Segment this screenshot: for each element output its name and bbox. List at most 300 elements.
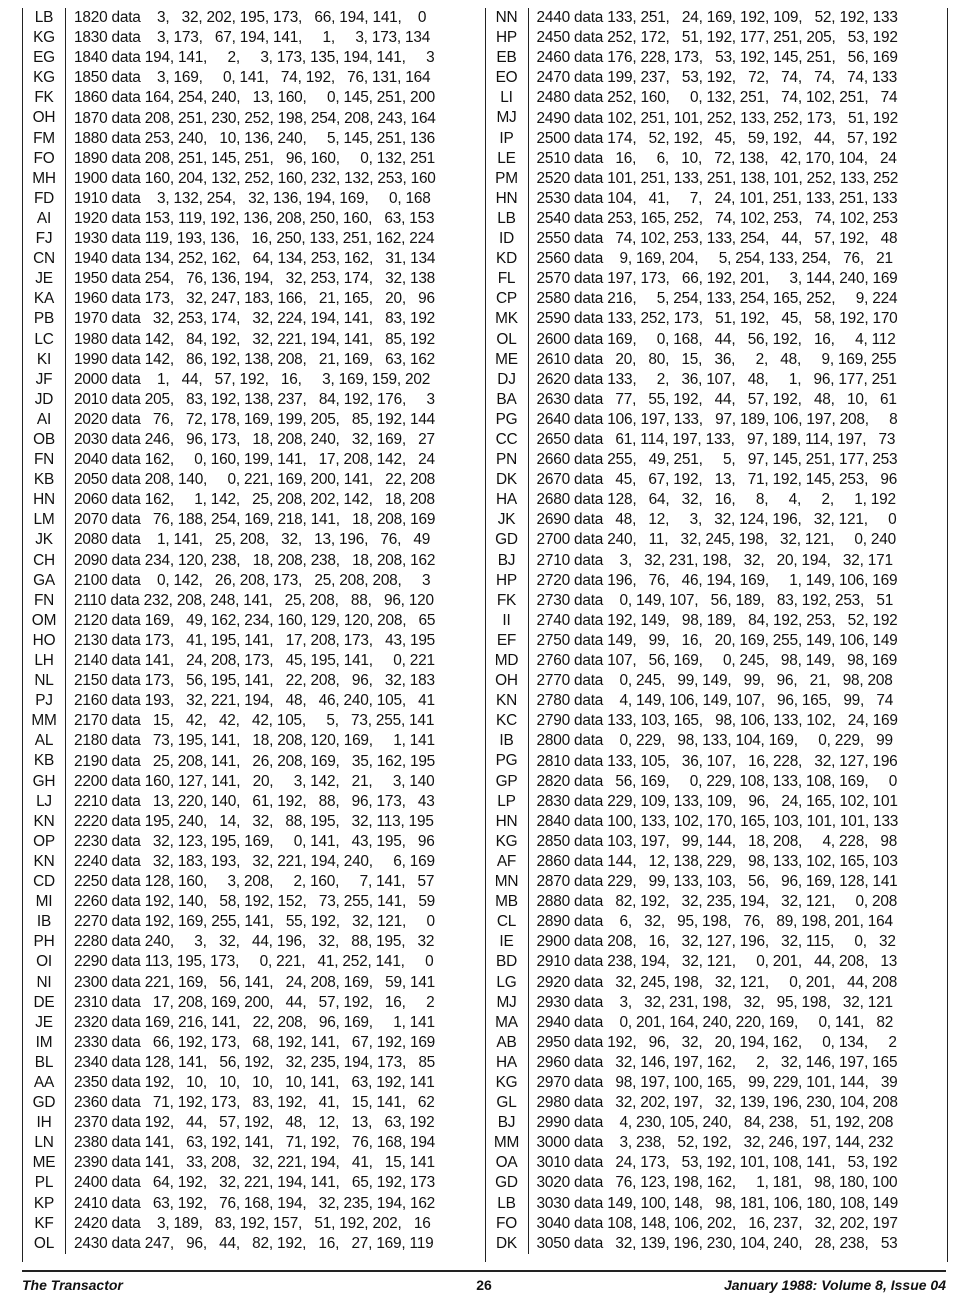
data-statement: 1900 data 160, 204, 132, 252, 160, 232, 132, 253, 160 — [74, 169, 436, 187]
listing-line — [23, 852, 485, 872]
listing-line — [23, 370, 485, 390]
listing-line — [486, 611, 948, 631]
listing-line — [486, 993, 948, 1013]
checksum-code: ME — [23, 1153, 66, 1173]
listing-line — [486, 8, 948, 28]
listing-line — [23, 68, 485, 88]
checksum-code: LH — [23, 651, 66, 671]
data-statement: 2940 data 0, 201, 164, 240, 220, 169, 0, 141, 82 — [536, 1013, 894, 1031]
checksum-code: LN — [23, 1133, 66, 1153]
data-statement: 2350 data 192, 10, 10, 10, 10, 141, 63, 192, 141 — [74, 1074, 435, 1092]
data-statement: 2300 data 221, 169, 56, 141, 24, 208, 169, 59, 141 — [74, 973, 436, 991]
listing-line — [486, 1013, 948, 1033]
data-statement: 2670 data 45, 67, 192, 13, 71, 192, 145, 253, 96 — [536, 471, 898, 489]
checksum-code: NI — [23, 973, 66, 993]
checksum-code: IH — [23, 1113, 66, 1133]
checksum-code: LB — [486, 209, 529, 229]
listing-line — [486, 1093, 948, 1113]
listing-line — [23, 571, 485, 591]
checksum-code: MM — [486, 1133, 529, 1153]
data-statement: 1830 data 3, 173, 67, 194, 141, 1, 3, 173, 134 — [74, 29, 431, 47]
checksum-code: LJ — [23, 792, 66, 812]
checksum-code: EB — [486, 48, 529, 68]
listing-line — [23, 350, 485, 370]
listing-line — [23, 1133, 485, 1153]
listing-line — [486, 370, 948, 390]
checksum-code: FL — [486, 269, 529, 289]
listing-line — [486, 952, 948, 972]
data-statement: 1850 data 3, 169, 0, 141, 74, 192, 76, 131, 164 — [74, 69, 431, 87]
listing-line — [23, 892, 485, 912]
data-statement: 2050 data 208, 140, 0, 221, 169, 200, 141, 22, 208 — [74, 471, 436, 489]
data-statement: 2380 data 141, 63, 192, 141, 71, 192, 76, 168, 194 — [74, 1134, 436, 1152]
listing-line — [486, 691, 948, 711]
listing-line — [486, 631, 948, 651]
listing-line — [23, 792, 485, 812]
listing-line — [23, 450, 485, 470]
listing-line — [23, 169, 485, 189]
listing-line — [486, 229, 948, 249]
checksum-code: HN — [486, 189, 529, 209]
listing-line — [486, 169, 948, 189]
data-statement: 2540 data 253, 165, 252, 74, 102, 253, 74, 102, 253 — [536, 209, 898, 227]
checksum-code: EF — [486, 631, 529, 651]
data-statement: 1910 data 3, 132, 254, 32, 136, 194, 169, 0, 168 — [74, 189, 431, 207]
checksum-code: II — [486, 611, 529, 631]
data-statement: 2240 data 32, 183, 193, 32, 221, 194, 240, 6, 169 — [74, 852, 435, 870]
data-statement: 1860 data 164, 254, 240, 13, 160, 0, 145, 251, 200 — [74, 89, 436, 107]
checksum-code: GD — [486, 530, 529, 550]
listing-line — [23, 711, 485, 731]
checksum-code: JE — [23, 269, 66, 289]
listing-column-left — [23, 8, 485, 1262]
checksum-code: PJ — [23, 691, 66, 711]
checksum-code: DK — [486, 470, 529, 490]
data-statement: 2450 data 252, 172, 51, 192, 177, 251, 205, 53, 192 — [536, 29, 898, 47]
listing-line — [486, 852, 948, 872]
listing-line — [486, 108, 948, 128]
checksum-code: LB — [486, 1194, 529, 1214]
listing-line — [23, 631, 485, 651]
data-statement: 2440 data 133, 251, 24, 169, 192, 109, 52, 192, 133 — [536, 9, 898, 27]
listing-line — [23, 289, 485, 309]
data-statement: 2280 data 240, 3, 32, 44, 196, 32, 88, 195, 32 — [74, 933, 435, 951]
checksum-code: JE — [23, 1013, 66, 1033]
checksum-code: CN — [23, 249, 66, 269]
listing-line — [23, 1153, 485, 1173]
listing-line — [486, 751, 948, 771]
listing-line — [486, 551, 948, 571]
listing-line — [486, 1033, 948, 1053]
data-statement: 2230 data 32, 123, 195, 169, 0, 141, 43, 195, 96 — [74, 832, 435, 850]
listing-line — [486, 490, 948, 510]
data-statement: 2310 data 17, 208, 169, 200, 44, 57, 192, 16, 2 — [74, 993, 435, 1011]
data-statement: 2770 data 0, 245, 99, 149, 99, 96, 21, 98, 208 — [536, 672, 893, 690]
data-statement: 2510 data 16, 6, 10, 72, 138, 42, 170, 104, 24 — [536, 149, 897, 167]
checksum-code: KI — [23, 350, 66, 370]
listing-line — [486, 1214, 948, 1234]
data-statement: 2820 data 56, 169, 0, 229, 108, 133, 108, 169, 0 — [536, 772, 898, 790]
data-statement: 2740 data 192, 149, 98, 189, 84, 192, 253, 52, 192 — [536, 611, 898, 629]
listing-line — [486, 450, 948, 470]
listing-line — [486, 129, 948, 149]
data-statement: 2910 data 238, 194, 32, 121, 0, 201, 44, 208, 13 — [536, 953, 898, 971]
data-statement: 1920 data 153, 119, 192, 136, 208, 250, 160, 63, 153 — [74, 209, 435, 227]
checksum-code: BA — [486, 390, 529, 410]
checksum-code: GH — [23, 772, 66, 792]
data-statement: 2700 data 240, 11, 32, 245, 198, 32, 121, 0, 240 — [536, 531, 896, 549]
checksum-code: MJ — [486, 108, 529, 128]
data-statement: 2020 data 76, 72, 178, 169, 199, 205, 85, 192, 144 — [74, 410, 436, 428]
data-statement: 2890 data 6, 32, 95, 198, 76, 89, 198, 201, 164 — [536, 913, 893, 931]
listing-line — [23, 993, 485, 1013]
data-statement: 2680 data 128, 64, 32, 16, 8, 4, 2, 1, 192 — [536, 491, 896, 509]
listing-line — [486, 872, 948, 892]
data-statement: 2800 data 0, 229, 98, 133, 104, 169, 0, 229, 99 — [536, 732, 893, 750]
checksum-code: IM — [23, 1033, 66, 1053]
checksum-code: PB — [23, 309, 66, 329]
checksum-code: KD — [486, 249, 529, 269]
checksum-code: FO — [23, 149, 66, 169]
listing-line — [486, 651, 948, 671]
checksum-code: MK — [486, 309, 529, 329]
data-statement: 2930 data 3, 32, 231, 198, 32, 95, 198, 32, 121 — [536, 993, 893, 1011]
checksum-code: KG — [486, 1073, 529, 1093]
listing-line — [486, 249, 948, 269]
listing-line — [23, 1033, 485, 1053]
listing-line — [486, 772, 948, 792]
listing-line — [23, 551, 485, 571]
checksum-code: PG — [486, 410, 529, 430]
listing-line — [486, 671, 948, 691]
checksum-code: MI — [23, 892, 66, 912]
data-statement: 2570 data 197, 173, 66, 192, 201, 3, 144, 240, 169 — [536, 270, 898, 288]
data-statement: 2960 data 32, 146, 197, 162, 2, 32, 146, 197, 165 — [536, 1053, 898, 1071]
listing-line — [23, 390, 485, 410]
data-statement: 2580 data 216, 5, 254, 133, 254, 165, 252, 9, 224 — [536, 290, 898, 308]
checksum-code: IE — [486, 932, 529, 952]
listing-line — [23, 149, 485, 169]
checksum-code: PH — [23, 932, 66, 952]
data-statement: 2810 data 133, 105, 36, 107, 16, 228, 32, 127, 196 — [536, 752, 898, 770]
checksum-code: IB — [23, 912, 66, 932]
checksum-code: MN — [486, 872, 529, 892]
checksum-code: GD — [23, 1093, 66, 1113]
listing-column-right — [485, 8, 948, 1262]
listing-line — [486, 470, 948, 490]
listing-line — [23, 530, 485, 550]
data-statement: 2650 data 61, 114, 197, 133, 97, 189, 114, 197, 73 — [536, 431, 896, 449]
checksum-code: NN — [486, 8, 529, 28]
checksum-code: LG — [486, 973, 529, 993]
checksum-code: HO — [23, 631, 66, 651]
checksum-code: OL — [23, 1234, 66, 1254]
data-statement: 2140 data 141, 24, 208, 173, 45, 195, 141, 0, 221 — [74, 652, 435, 670]
data-statement: 2990 data 4, 230, 105, 240, 84, 238, 51, 192, 208 — [536, 1114, 894, 1132]
listing-line — [23, 108, 485, 128]
listing-line — [486, 309, 948, 329]
checksum-code: ME — [486, 350, 529, 370]
listing-line — [23, 249, 485, 269]
data-statement: 2060 data 162, 1, 142, 25, 208, 202, 142, 18, 208 — [74, 491, 435, 509]
listing-line — [23, 872, 485, 892]
data-statement: 2600 data 169, 0, 168, 44, 56, 192, 16, 4, 112 — [536, 330, 896, 348]
data-statement: 2630 data 77, 55, 192, 44, 57, 192, 48, 10, 61 — [536, 390, 897, 408]
checksum-code: KN — [23, 812, 66, 832]
data-statement: 2130 data 173, 41, 195, 141, 17, 208, 173, 43, 195 — [74, 631, 436, 649]
data-statement: 2000 data 1, 44, 57, 192, 16, 3, 169, 159, 202 — [74, 370, 431, 388]
data-statement: 2690 data 48, 12, 3, 32, 124, 196, 32, 121, 0 — [536, 511, 897, 529]
data-statement: 1990 data 142, 86, 192, 138, 208, 21, 169, 63, 162 — [74, 350, 436, 368]
data-statement: 2470 data 199, 237, 53, 192, 72, 74, 74, 74, 133 — [536, 69, 898, 87]
data-statement: 2200 data 160, 127, 141, 20, 3, 142, 21, 3, 140 — [74, 772, 435, 790]
data-statement: 2420 data 3, 189, 83, 192, 157, 51, 192, 202, 16 — [74, 1214, 431, 1232]
checksum-code: HP — [486, 571, 529, 591]
listing-line — [23, 591, 485, 611]
data-statement: 2220 data 195, 240, 14, 32, 88, 195, 32, 113, 195 — [74, 812, 434, 830]
listing-line — [23, 1093, 485, 1113]
data-statement: 1930 data 119, 193, 136, 16, 250, 133, 251, 162, 224 — [74, 230, 435, 248]
data-statement: 2370 data 192, 44, 57, 192, 48, 12, 13, 63, 192 — [74, 1114, 435, 1132]
data-statement: 2430 data 247, 96, 44, 82, 192, 16, 27, 169, 119 — [74, 1234, 434, 1252]
data-statement: 2070 data 76, 188, 254, 169, 218, 141, 18, 208, 169 — [74, 511, 436, 529]
data-statement: 2790 data 133, 103, 165, 98, 106, 133, 102, 24, 169 — [536, 712, 898, 730]
data-statement: 3040 data 108, 148, 106, 202, 16, 237, 32, 202, 197 — [536, 1214, 898, 1232]
data-statement: 1820 data 3, 32, 202, 195, 173, 66, 194, 141, 0 — [74, 9, 427, 27]
checksum-code: HA — [486, 490, 529, 510]
data-statement: 2830 data 229, 109, 133, 109, 96, 24, 165, 102, 101 — [536, 792, 898, 810]
listing-line — [23, 189, 485, 209]
data-statement: 2160 data 193, 32, 221, 194, 48, 46, 240, 105, 41 — [74, 692, 435, 710]
data-statement: 2400 data 64, 192, 32, 221, 194, 141, 65, 192, 173 — [74, 1174, 436, 1192]
data-statement: 2970 data 98, 197, 100, 165, 99, 229, 101, 144, 39 — [536, 1074, 898, 1092]
listing-line — [486, 571, 948, 591]
listing-line — [23, 309, 485, 329]
data-statement: 2390 data 141, 33, 208, 32, 221, 194, 41, 15, 141 — [74, 1154, 435, 1172]
data-statement: 2150 data 173, 56, 195, 141, 22, 208, 96, 32, 183 — [74, 672, 435, 690]
listing-line — [486, 88, 948, 108]
listing-line — [23, 490, 485, 510]
listing-line — [486, 350, 948, 370]
checksum-code: CL — [486, 912, 529, 932]
checksum-code: GD — [486, 1173, 529, 1193]
listing-line — [486, 530, 948, 550]
data-statement: 2120 data 169, 49, 162, 234, 160, 129, 120, 208, 65 — [74, 611, 436, 629]
checksum-code: OH — [23, 108, 66, 128]
checksum-code: LI — [486, 88, 529, 108]
listing-line — [486, 209, 948, 229]
data-statement: 2880 data 82, 192, 32, 235, 194, 32, 121, 0, 208 — [536, 893, 898, 911]
checksum-code: AF — [486, 852, 529, 872]
listing-line — [486, 812, 948, 832]
data-statement: 2360 data 71, 192, 173, 83, 192, 41, 15, 141, 62 — [74, 1094, 435, 1112]
data-statement: 2520 data 101, 251, 133, 251, 138, 101, 252, 133, 252 — [536, 169, 899, 187]
listing-line — [23, 952, 485, 972]
listing-line — [486, 1113, 948, 1133]
data-statement: 2410 data 63, 192, 76, 168, 194, 32, 235, 194, 162 — [74, 1194, 436, 1212]
listing-line — [23, 671, 485, 691]
checksum-code: HA — [486, 1053, 529, 1073]
listing-line — [23, 48, 485, 68]
listing-line — [486, 289, 948, 309]
checksum-code: FD — [23, 189, 66, 209]
listing-line — [23, 691, 485, 711]
listing-line — [486, 390, 948, 410]
listing-line — [486, 832, 948, 852]
checksum-code: PM — [486, 169, 529, 189]
checksum-code: MB — [486, 892, 529, 912]
listing-line — [486, 591, 948, 611]
publication-name: The Transactor — [22, 1277, 123, 1293]
listing-line — [486, 792, 948, 812]
listing-line — [23, 470, 485, 490]
checksum-code: LE — [486, 149, 529, 169]
listing-line — [486, 1153, 948, 1173]
data-statement: 1880 data 253, 240, 10, 136, 240, 5, 145, 251, 136 — [74, 129, 436, 147]
listing-line — [486, 410, 948, 430]
listing-line — [23, 832, 485, 852]
checksum-code: FN — [23, 591, 66, 611]
listing-line — [23, 88, 485, 108]
checksum-code: FM — [23, 129, 66, 149]
data-statement: 1980 data 142, 84, 192, 32, 221, 194, 141, 85, 192 — [74, 330, 436, 348]
checksum-code: EO — [486, 68, 529, 88]
checksum-code: DE — [23, 993, 66, 1013]
checksum-code: JF — [23, 370, 66, 390]
checksum-code: FO — [486, 1214, 529, 1234]
listing-line — [486, 1053, 948, 1073]
data-statement: 2850 data 103, 197, 99, 144, 18, 208, 4, 228, 98 — [536, 832, 898, 850]
data-statement: 2590 data 133, 252, 173, 51, 192, 45, 58, 192, 170 — [536, 310, 898, 328]
checksum-code: IB — [486, 731, 529, 751]
listing-line — [23, 912, 485, 932]
data-statement: 1960 data 173, 32, 247, 183, 166, 21, 165, 20, 96 — [74, 290, 435, 308]
checksum-code: NL — [23, 671, 66, 691]
data-statement: 2170 data 15, 42, 42, 42, 105, 5, 73, 255, 141 — [74, 712, 435, 730]
listing-line — [23, 1113, 485, 1133]
listing-line — [23, 731, 485, 751]
listing-line — [486, 1173, 948, 1193]
listing-line — [23, 1013, 485, 1033]
listing-line — [23, 1053, 485, 1073]
data-statement: 2780 data 4, 149, 106, 149, 107, 96, 165, 99, 74 — [536, 692, 894, 710]
data-statement: 2460 data 176, 228, 173, 53, 192, 145, 251, 56, 169 — [536, 49, 898, 67]
data-statement: 2730 data 0, 149, 107, 56, 189, 83, 192, 253, 51 — [536, 591, 894, 609]
checksum-code: JK — [486, 510, 529, 530]
checksum-code: LP — [486, 792, 529, 812]
data-statement: 2950 data 192, 96, 32, 20, 194, 162, 0, 134, 2 — [536, 1033, 897, 1051]
listing-line — [486, 48, 948, 68]
checksum-code: LB — [23, 8, 66, 28]
checksum-code: KA — [23, 289, 66, 309]
data-statement: 2980 data 32, 202, 197, 32, 139, 196, 230, 104, 208 — [536, 1094, 898, 1112]
issue-info: January 1988: Volume 8, Issue 04 — [723, 1277, 946, 1293]
listing-line — [23, 229, 485, 249]
listing-line — [486, 1133, 948, 1153]
checksum-code: FK — [486, 591, 529, 611]
data-statement: 2260 data 192, 140, 58, 192, 152, 73, 255, 141, 59 — [74, 893, 436, 911]
listing-line — [23, 129, 485, 149]
listing-line — [23, 1194, 485, 1214]
checksum-code: FK — [23, 88, 66, 108]
listing-line — [23, 611, 485, 631]
listing-line — [486, 510, 948, 530]
listing-line — [23, 209, 485, 229]
data-statement: 2900 data 208, 16, 32, 127, 196, 32, 115, 0, 32 — [536, 933, 896, 951]
checksum-code: IP — [486, 129, 529, 149]
data-statement: 2560 data 9, 169, 204, 5, 254, 133, 254, 76, 21 — [536, 250, 893, 268]
data-statement: 2100 data 0, 142, 26, 208, 173, 25, 208, 208, 3 — [74, 571, 431, 589]
checksum-code: KC — [486, 711, 529, 731]
data-statement: 2040 data 162, 0, 160, 199, 141, 17, 208, 142, 24 — [74, 451, 435, 469]
listing-line — [23, 28, 485, 48]
listing-line — [486, 711, 948, 731]
checksum-code: AB — [486, 1033, 529, 1053]
checksum-code: FN — [23, 450, 66, 470]
checksum-code: LC — [23, 330, 66, 350]
data-statement: 3000 data 3, 238, 52, 192, 32, 246, 197, 144, 232 — [536, 1134, 894, 1152]
checksum-code: OL — [486, 330, 529, 350]
checksum-code: AA — [23, 1073, 66, 1093]
data-statement: 1950 data 254, 76, 136, 194, 32, 253, 174, 32, 138 — [74, 270, 436, 288]
listing-line — [23, 973, 485, 993]
checksum-code: OH — [486, 671, 529, 691]
checksum-code: PG — [486, 751, 529, 771]
listing-line — [23, 269, 485, 289]
checksum-code: KN — [23, 852, 66, 872]
checksum-code: BJ — [486, 1113, 529, 1133]
checksum-code: OI — [23, 952, 66, 972]
checksum-code: OM — [23, 611, 66, 631]
page-number: 26 — [476, 1277, 492, 1293]
data-statement: 2270 data 192, 169, 255, 141, 55, 192, 32, 121, 0 — [74, 913, 435, 931]
data-statement: 2710 data 3, 32, 231, 198, 32, 20, 194, 32, 171 — [536, 551, 893, 569]
data-statement: 2920 data 32, 245, 198, 32, 121, 0, 201, 44, 208 — [536, 973, 898, 991]
data-statement: 2840 data 100, 133, 102, 170, 165, 103, 101, 101, 133 — [536, 812, 899, 830]
data-statement: 2190 data 25, 208, 141, 26, 208, 169, 35, 162, 195 — [74, 752, 436, 770]
checksum-code: KP — [23, 1194, 66, 1214]
checksum-code: GL — [486, 1093, 529, 1113]
data-statement: 2610 data 20, 80, 15, 36, 2, 48, 9, 169, 255 — [536, 350, 897, 368]
checksum-code: KB — [23, 470, 66, 490]
listing-line — [23, 330, 485, 350]
checksum-code: MA — [486, 1013, 529, 1033]
page-footer — [22, 1270, 946, 1298]
checksum-code: KG — [486, 832, 529, 852]
checksum-code: AL — [23, 731, 66, 751]
data-statement: 2490 data 102, 251, 101, 252, 133, 252, 173, 51, 192 — [536, 109, 898, 127]
checksum-code: AI — [23, 209, 66, 229]
data-statement: 2340 data 128, 141, 56, 192, 32, 235, 194, 173, 85 — [74, 1053, 436, 1071]
data-statement: 2110 data 232, 208, 248, 141, 25, 208, 88, 96, 120 — [74, 591, 434, 609]
listing-line — [23, 751, 485, 771]
checksum-code: PN — [486, 450, 529, 470]
data-statement: 1870 data 208, 251, 230, 252, 198, 254, 208, 243, 164 — [74, 109, 436, 127]
listing-line — [486, 1073, 948, 1093]
listing-line — [23, 410, 485, 430]
data-statement: 1940 data 134, 252, 162, 64, 134, 253, 162, 31, 134 — [74, 250, 436, 268]
checksum-code: BJ — [486, 551, 529, 571]
listing-line — [486, 189, 948, 209]
checksum-code: OP — [23, 832, 66, 852]
listing-line — [486, 68, 948, 88]
checksum-code: BL — [23, 1053, 66, 1073]
data-statement: 2660 data 255, 49, 251, 5, 97, 145, 251, 177, 253 — [536, 451, 898, 469]
data-statement: 2090 data 234, 120, 238, 18, 208, 238, 18, 208, 162 — [74, 551, 436, 569]
checksum-code: KF — [23, 1214, 66, 1234]
data-statement: 2500 data 174, 52, 192, 45, 59, 192, 44, 57, 192 — [536, 129, 898, 147]
data-statement: 2760 data 107, 56, 169, 0, 245, 98, 149, 98, 169 — [536, 652, 898, 670]
